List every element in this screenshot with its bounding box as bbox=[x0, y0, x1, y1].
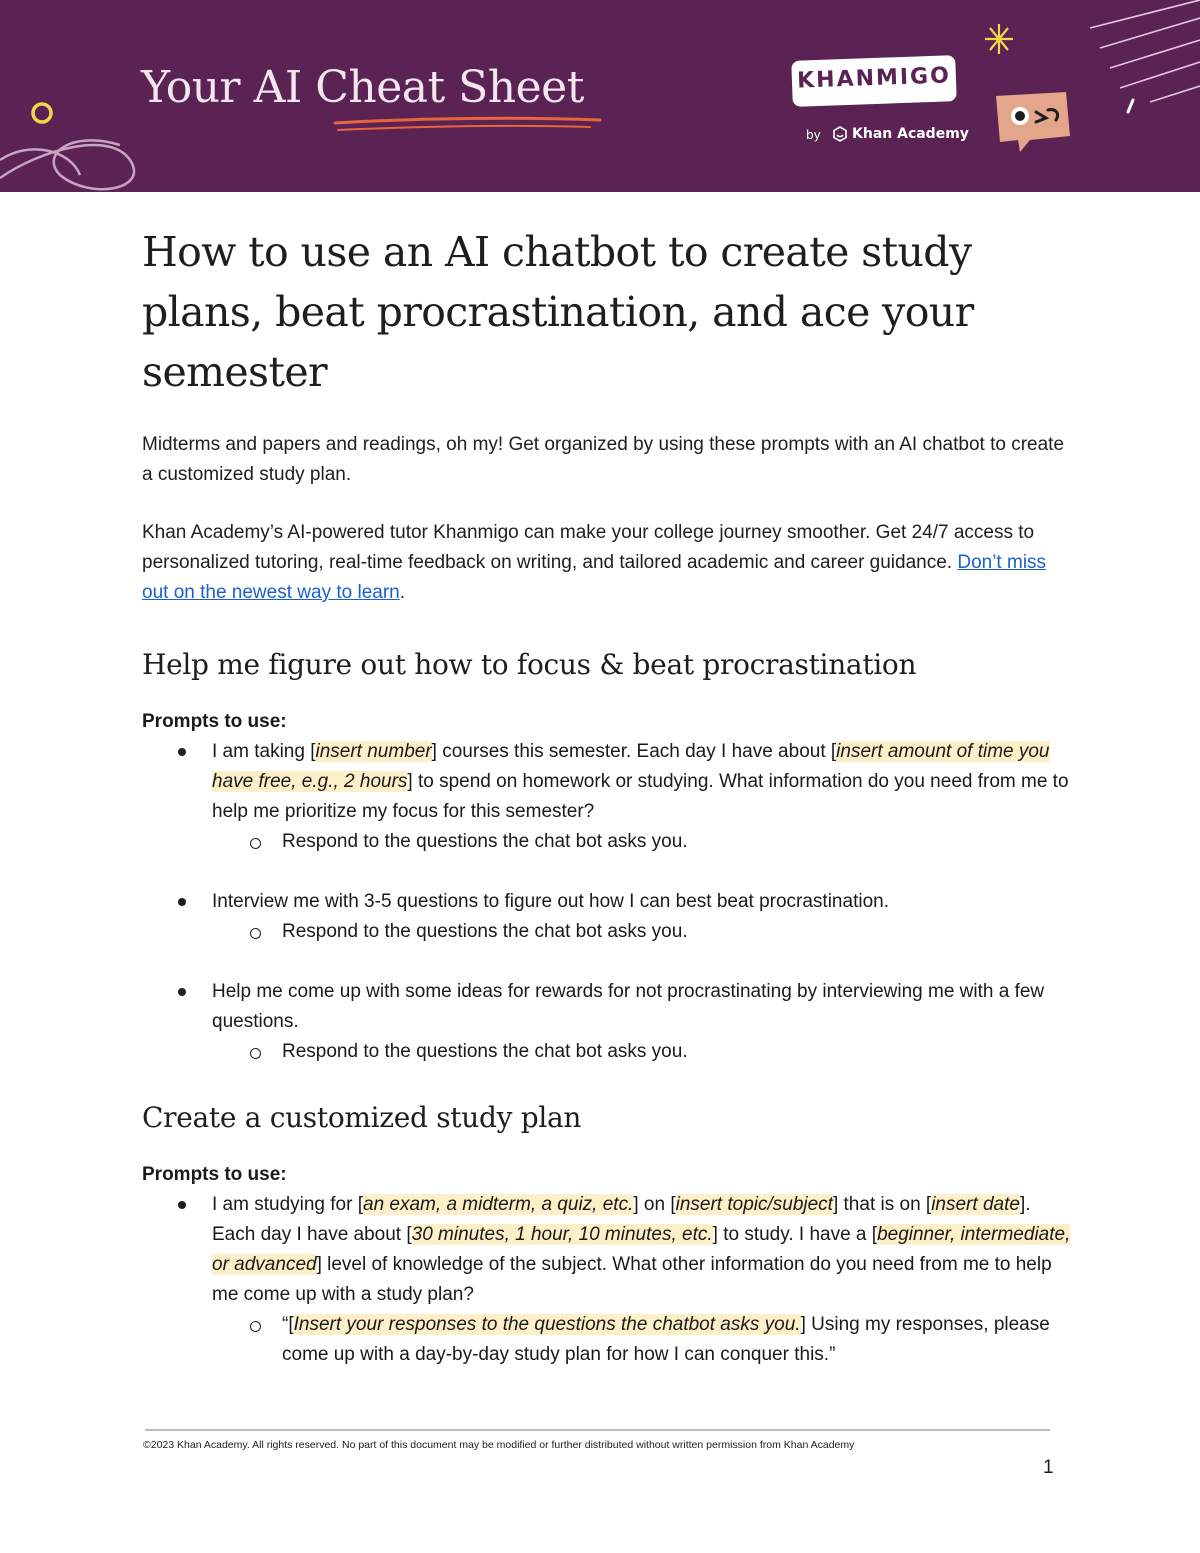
intro-paragraph: Midterms and papers and readings, oh my! Get organized by using these prompts with an AI chatbot to create a customized study plan. bbox=[142, 434, 1065, 485]
placeholder-highlight: Insert your responses to the questions the chatbot asks you. bbox=[293, 1314, 801, 1335]
placeholder-highlight: an exam, a midterm, a quiz, etc. bbox=[363, 1194, 634, 1215]
prompt-text: ] level of knowledge of the subject. What other information do you need from me to help me come up with a study plan? bbox=[212, 1254, 1052, 1305]
prompt-text: I am taking [ bbox=[212, 741, 316, 762]
placeholder-highlight: insert amount of time you have free, e.g., 2 hours bbox=[212, 741, 1050, 792]
placeholder-highlight: beginner, intermediate, or advanced bbox=[212, 1224, 1071, 1275]
khan-academy-icon bbox=[832, 126, 848, 142]
prompts-label: Prompts to use: bbox=[142, 1164, 287, 1185]
logo-org-text: Khan Academy bbox=[852, 126, 969, 142]
placeholder-highlight: insert number bbox=[315, 741, 432, 762]
sub-list-item: Respond to the questions the chat bot asks you. bbox=[282, 917, 1072, 947]
footer-divider bbox=[145, 1429, 1050, 1431]
sub-list-item: Respond to the questions the chat bot asks you. bbox=[282, 1037, 1072, 1067]
prompt-text: I am studying for [ bbox=[212, 1194, 364, 1215]
prompt-text: Help me come up with some ideas for rewards for not procrastinating by interviewing me with a few questions. bbox=[212, 981, 1045, 1032]
banner-title: Your AI Cheat Sheet bbox=[141, 62, 584, 113]
sub-list bbox=[282, 1310, 1072, 1370]
khanmigo-logo bbox=[792, 58, 969, 142]
document-body bbox=[142, 222, 1072, 1370]
link-period: . bbox=[399, 582, 405, 603]
prompt-text: ] that is on [ bbox=[832, 1194, 932, 1215]
sub-list-item: Respond to the questions the chat bot asks you. bbox=[282, 827, 1072, 857]
list-item bbox=[212, 977, 1072, 1067]
prompt-text: ] courses this semester. Each day I have about [ bbox=[431, 741, 837, 762]
prompt-text: “[ bbox=[282, 1314, 294, 1335]
khanmigo-mascot-icon bbox=[990, 88, 1074, 152]
prompt-text: ]. Each day I have about [ bbox=[212, 1194, 1031, 1245]
prompts-label: Prompts to use: bbox=[142, 711, 287, 732]
page-number: 1 bbox=[1043, 1457, 1054, 1478]
header-banner bbox=[0, 0, 1200, 192]
study-plan-prompt-list bbox=[212, 1190, 1072, 1370]
sub-list bbox=[282, 917, 1072, 947]
sub-list bbox=[282, 1037, 1072, 1067]
khanmigo-paragraph-text: Khan Academy’s AI-powered tutor Khanmigo can make your college journey smoother. Get 24/7 access to personalized tutoring, real-time feedback on writing, and tailored academic and career guidance. bbox=[142, 522, 1035, 573]
document-title: How to use an AI chatbot to create study plans, beat procrastination, and ace your semester bbox=[142, 228, 974, 396]
sub-list bbox=[282, 827, 1072, 857]
list-item bbox=[212, 737, 1072, 857]
learn-more-link[interactable]: Don’t miss out on the newest way to learn bbox=[142, 552, 1047, 603]
logo-by-text: by bbox=[806, 128, 821, 142]
placeholder-highlight: 30 minutes, 1 hour, 10 minutes, etc. bbox=[411, 1224, 713, 1245]
prompt-text: ] to spend on homework or studying. What information do you need from me to help me prioritize my focus for this semester? bbox=[212, 771, 1069, 822]
placeholder-highlight: insert topic/subject bbox=[675, 1194, 833, 1215]
copyright-notice: ©2023 Khan Academy. All rights reserved. No part of this document may be modified or further distributed without written permission from Khan Academy bbox=[143, 1439, 855, 1451]
prompt-text: ] Using my responses, please come up with a day-by-day study plan for how I can conquer this.” bbox=[282, 1314, 1050, 1365]
section-heading-study-plan: Create a customized study plan bbox=[142, 1101, 582, 1134]
sub-list-item bbox=[282, 1310, 1072, 1370]
khanmigo-paragraph bbox=[142, 518, 1072, 608]
placeholder-highlight: insert date bbox=[931, 1194, 1020, 1215]
prompt-text: ] to study. I have a [ bbox=[712, 1224, 878, 1245]
focus-prompt-list bbox=[212, 737, 1072, 1067]
khanmigo-wordmark: KHANMIGO bbox=[796, 63, 952, 94]
prompt-text: Interview me with 3-5 questions to figure out how I can best beat procrastination. bbox=[212, 891, 889, 912]
list-item bbox=[212, 887, 1072, 947]
list-item bbox=[212, 1190, 1072, 1370]
prompt-text: ] on [ bbox=[633, 1194, 676, 1215]
section-heading-focus: Help me figure out how to focus & beat procrastination bbox=[142, 648, 917, 681]
